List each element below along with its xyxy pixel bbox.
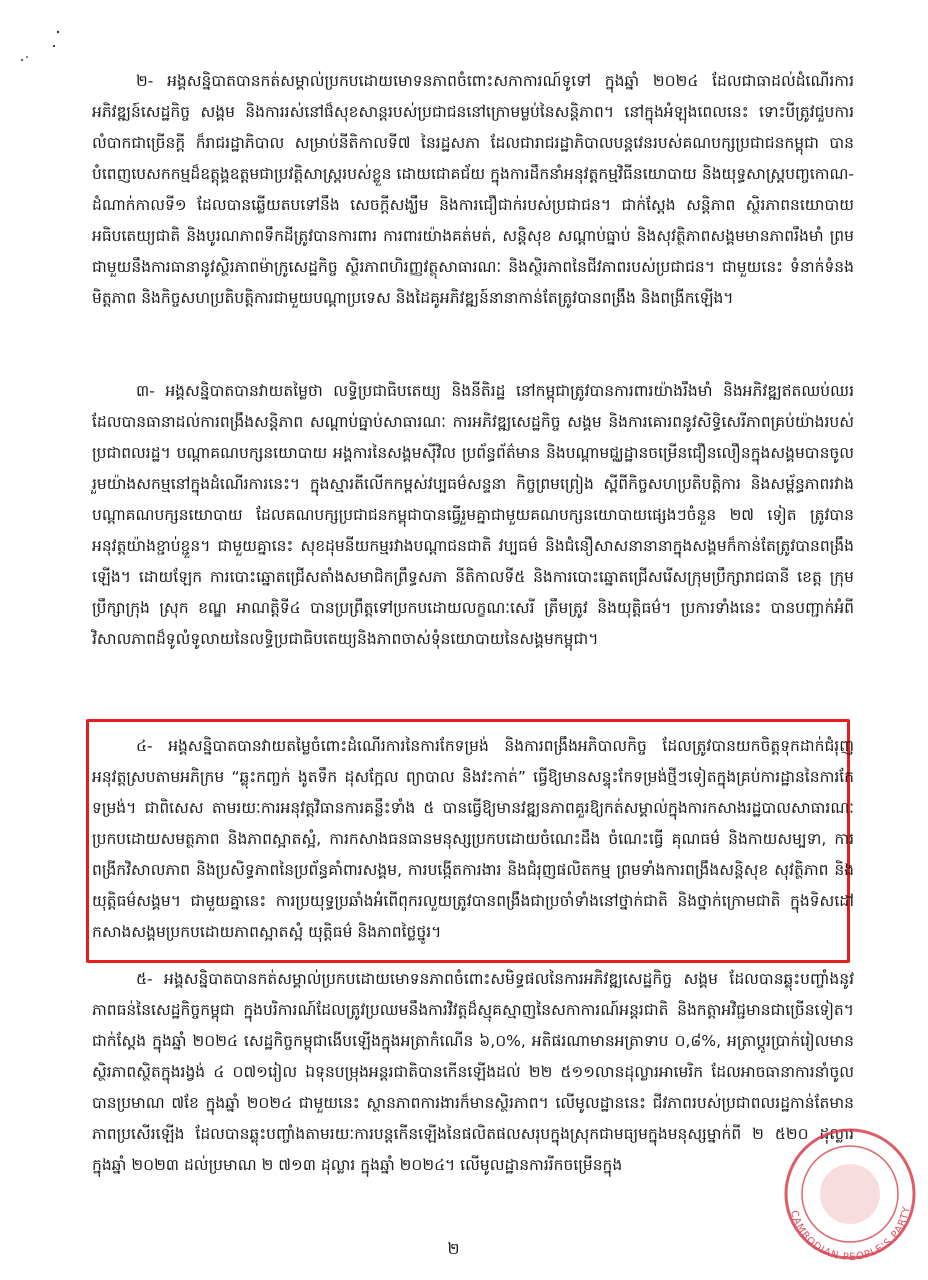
paragraph-3: ៣- អង្គសន្និបាតបានវាយតម្លៃថា លទ្ធិប្រជាធិបតេយ្យ និងនីតិរដ្ឋ នៅកម្ពុជាត្រូវបានការពារយ៉ាងរឹងមាំ និងអភិវឌ្ឍឥតឈប់ឈរ ដែលបានធានាដល់ការពង្រឹងសន្តិភាព សណ្តាប់ធ្នាប់សាធារណៈ ការអភិវឌ្ឍសេដ្ឋកិច្ច សង្គម និងការគោរពនូវសិទ្ធិសេរីភាពគ្រប់យ៉ាងរបស់ប្រជាពលរដ្ឋ។ បណ្តាគណបក្សនយោបាយ អង្គការនៃសង្គមស៊ីវិល ប្រព័ន្ធព័ត៌មាន និងបណ្តាមជ្ឈដ្ឋានចម្រើនជឿនលឿនក្នុងសង្គមបានចូលរួមយ៉ាងសកម្មនៅក្នុងដំណើរការនេះ។ ក្នុងស្មារតីលើកកម្ពស់វប្បធម៌សន្ទនា កិច្ចព្រមព្រៀង ស្ពីពីកិច្ចសហប្រតិបត្តិការ និងសម្ព័ន្ធភាពរវាងបណ្តាគណបក្សនយោបាយ ដែលគណបក្សប្រជាជនកម្ពុជាបានធ្វើរួមគ្នាជាមួយគណបក្សនយោបាយផ្សេងៗចំនួន ២៧ ទៀត ត្រូវបានអនុវត្តយ៉ាងខ្ជាប់ខ្ជួន។ ជាមួយគ្នានេះ សុខដុមនីយកម្មរវាងបណ្តាជនជាតិ វប្បធម៌ និងជំនឿសាសនានានាក្នុងសង្គមក៏កាន់តែត្រូវបានពង្រឹងឡើង។ ដោយឡែក ការបោះឆ្នោតជ្រើសតាំងសមាជិកព្រឹទ្ធសភា នីតិកាលទី៥ និងការបោះឆ្នោតជ្រើសរើសក្រុមប្រឹក្សារាជធានី ខេត្ត ក្រុមប្រឹក្សាក្រុង ស្រុក ខណ្ឌ អាណត្តិទី៤ បានប្រព្រឹត្តទៅប្រកបដោយលក្ខណៈសេរី ត្រឹមត្រូវ និងយុត្តិធម៌។ ប្រការទាំងនេះ បានបញ្ជាក់អំពីវិសាលភាពដ៏ទូលំទូលាយនៃលទ្ធិប្រជាធិបតេយ្យនិងភាពចាស់ទុំនយោបាយនៃសង្គមកម្ពុជា។ [92, 382, 854, 648]
paragraph-5: ៥- អង្គសន្និបាតបានកត់សម្គាល់ប្រកបដោយមោទនភាពចំពោះសមិទ្ធផលនៃការអភិវឌ្ឍសេដ្ឋកិច្ច សង្គម ដែលបានឆ្លុះបញ្ចាំងនូវភាពធន់នៃសេដ្ឋកិច្ចកម្ពុជា ក្នុងបរិការណ៍ដែលត្រូវប្រឈមនឹងការវិវត្តដ៏ស្មុគស្មាញនៃសកាការណ៍អន្តរជាតិ និងកត្តាអវិជ្ជមានជាច្រើនទៀត។ ជាក់ស្តែង ក្នុងឆ្នាំ ២០២៤ សេដ្ឋកិច្ចកម្ពុជាងើបឡើងក្នុងអត្រាកំណើន ៦,០%, អតិផរណាមានអត្រាទាប ០,៨%, អត្រាប្តូរប្រាក់រៀលមានស្ថិរភាពស្ថិតក្នុងរង្វង់ ៤ ០៧១រៀល ឯទុនបម្រុងអន្តរជាតិបានកើនឡើងដល់ ២២ ៥១១លានដុល្លារអាមេរិក ដែលអាចធានាការនាំចូលបានប្រមាណ ៧ខែ ក្នុងឆ្នាំ ២០២៤ ជាមួយនេះ ស្ថានភាពការងារក៏មានស្ថិរភាព។ លើមូលដ្ឋាននេះ ជីវភាពរបស់ប្រជាពលរដ្ឋកាន់តែមានភាពប្រសើរឡើង ដែលបានឆ្លុះបញ្ចាំងតាមរយៈការបន្តកើនឡើងនៃផលិតផលសរុបក្នុងស្រុកជាមធ្យមក្នុងមនុស្សម្នាក់ពី ២ ៥២០ ដុល្លារ ក្នុងឆ្នាំ ២០២៣ ដល់ប្រមាណ ២ ៧១៣ ដុល្លារ ក្នុងឆ្នាំ ២០២៤។ លើមូលដ្ឋានការរីកចម្រើនក្នុង [92, 970, 854, 1174]
page-number: ២ [447, 1239, 460, 1258]
paragraph-4-highlighted: ៤- អង្គសន្និបាតបានវាយតម្លៃចំពោះដំណើរការនៃការកែទម្រង់ និងការពង្រឹងអភិបាលកិច្ច ដែលត្រូវបានយកចិត្តទុកដាក់ជំរុញអនុវត្តស្របតាមអភិក្រម “ឆ្លុះកញ្ចក់ ងូតទឹក ដុសក្អែល ព្យាបាល និងវះកាត់” ធ្វើឱ្យមានសន្ទុះកែទម្រង់ថ្មីៗទៀតក្នុងគ្រប់ការដ្ឋាននៃការកែទម្រង់។ ជាពិសេស តាមរយៈការអនុវត្តវិធានការគន្លឹះទាំង ៥ បានធ្វើឱ្យមានវឌ្ឍនភាពគួរឱ្យកត់សម្គាល់ក្នុងការកសាងរដ្ឋបាលសាធារណៈប្រកបដោយសមត្ថភាព និងភាពស្អាតស្អំ, ការកសាងធនធានមនុស្សប្រកបដោយចំណេះដឹង ចំណេះធ្វើ គុណធម៌ និងកាយសម្បទា, ការពង្រីកវិសាលភាព និងប្រសិទ្ធភាពនៃប្រព័ន្ធគាំពារសង្គម, ការបង្កើតការងារ និងជំរុញផលិតកម្ម ព្រមទាំងការពង្រឹងសន្តិសុខ សុវត្ថិភាព និងយុត្តិធម៌សង្គម។ ជាមួយគ្នានេះ ការប្រយុទ្ធប្រឆាំងអំពើពុករលួយត្រូវបានពង្រឹងជាប្រចាំទាំងនៅថ្នាក់ជាតិ និងថ្នាក់ក្រោមជាតិ ក្នុងទិសដៅកសាងសង្គមប្រកបដោយភាពស្អាតស្អំ យុត្តិធម៌ និងភាពថ្លៃថ្នូរ។ [92, 737, 854, 941]
paragraph-2: ២- អង្គសន្និបាតបានកត់សម្គាល់ប្រកបដោយមោទនភាពចំពោះសកាការណ៍ទូទៅ ក្នុងឆ្នាំ ២០២៤ ដែលជាធាដល់ដំណើរការអភិវឌ្ឍន៍សេដ្ឋកិច្ច សង្គម និងការរស់នៅផ៏សុខសាន្តរបស់ប្រជាជននៅក្រោមម្លប់នៃសន្តិភាព។ នៅក្នុងអំឡុងពេលនេះ ទោះបីត្រូវជួបការលំបាកជាច្រើនក្តី ក៏រាជរដ្ឋាភិបាល សម្រាប់នីតិកាលទី៧ នៃរដ្ឋសភា ដែលជារាជរដ្ឋាភិបាលបន្តវេនរបស់គណបក្សប្រជាជនកម្ពុជា បានបំពេញបេសកកម្មដ៏ឧត្តុង្គឧត្តមជាប្រវត្តិសាស្ត្ររបស់ខ្លួន ដោយជោគជ័យ ក្នុងការដឹកនាំអនុវត្តកម្មវិធីនយោបាយ និងយុទ្ធសាស្ត្របញ្ចកោណ-ដំណាក់កាលទី១ ដែលបានឆ្លើយតបទៅនឹង សេចក្តីសង្ឃឹម និងការជឿជាក់របស់ប្រជាជន។ ជាក់ស្តែង សន្តិភាព ស្ថិរភាពនយោបាយ អធិបតេយ្យជាតិ និងបូរណភាពទឹកដីត្រូវបានការពារ ការពារយ៉ាងគត់មត់, សន្តិសុខ សណ្តាប់ធ្នាប់ និងសុវត្ថិភាពសង្គមមានភាពរឹងមាំ ព្រមជាមួយនឹងការធានានូវស្ថិរភាពម៉ាក្រូសេដ្ឋកិច្ច ស្ថិរភាពហិរញ្ញវត្ថុសាធារណៈ និងស្ថិរភាពនៃជីវភាពរបស់ប្រជាជន។ ជាមួយនេះ ទំនាក់ទំនងមិត្តភាព និងកិច្ចសហប្រតិបត្តិការជាមួយបណ្តាប្រទេស និងដៃគូអភិវឌ្ឍន៍នានាកាន់តែត្រូវបានពង្រឹង និងពង្រីកឡើង។ [92, 72, 854, 307]
party-seal-stamp [768, 1120, 928, 1270]
scan-speck-marks [18, 26, 68, 66]
seal-text: CAMBODIAN PEOPLE'S PARTY [788, 1205, 913, 1264]
